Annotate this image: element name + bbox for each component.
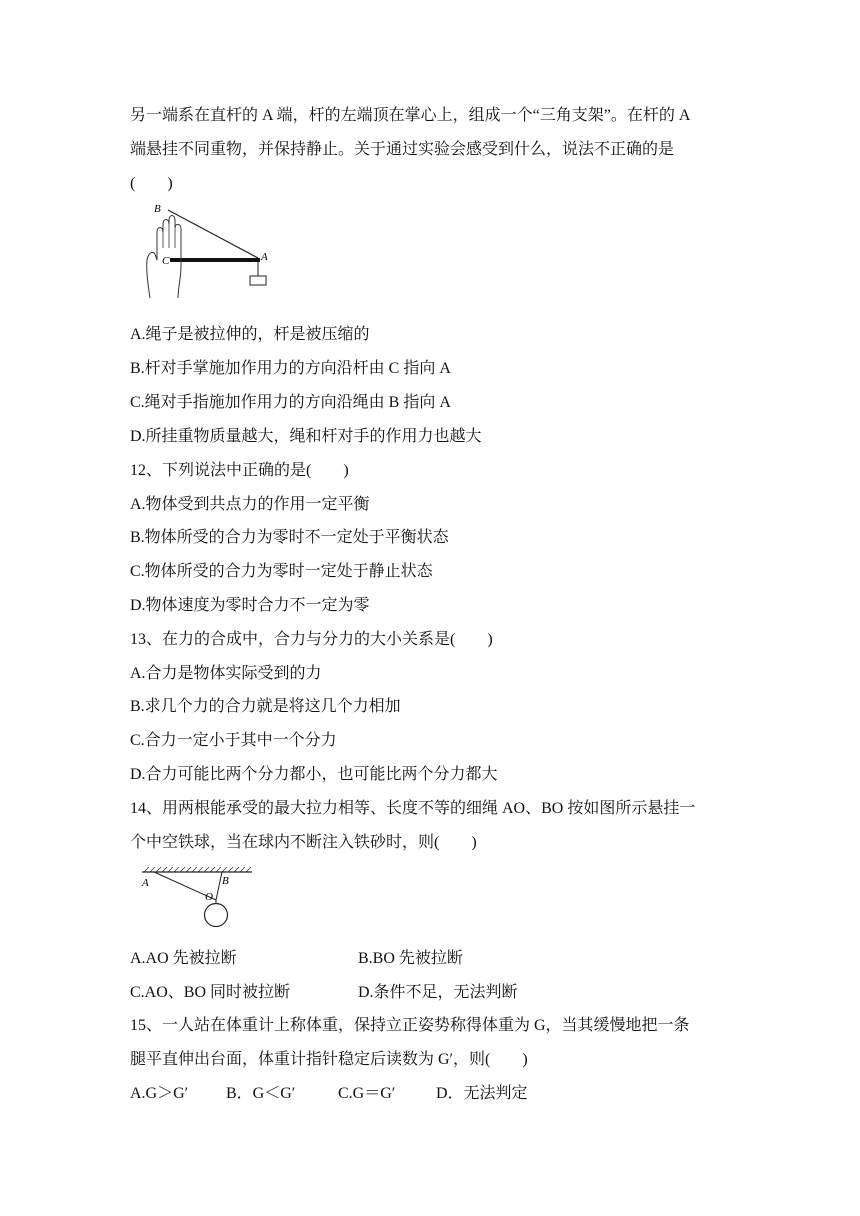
- q13-stem: 13、在力的合成中，合力与分力的大小关系是( ): [130, 631, 493, 648]
- q14-option-c: C.AO、BO 同时被拉断: [130, 984, 291, 1001]
- q15-option-c: C.G＝G′: [338, 1085, 396, 1102]
- q11-stem-line-2: 端悬挂不同重物，并保持静止。关于通过实验会感受到什么，说法不正确的是: [130, 141, 675, 158]
- label-o: O: [205, 891, 213, 903]
- q15-stem-line-1: 15、一人站在体重计上称体重，保持立正姿势称得体重为 G，当其缓慢地把一条: [130, 1017, 690, 1034]
- q12-option-c: C.物体所受的合力为零时一定处于静止状态: [130, 563, 433, 580]
- q13-option-c: C.合力一定小于其中一个分力: [130, 732, 337, 749]
- finger-lines: [163, 224, 175, 248]
- q14-figure-hanging-ball: [136, 862, 260, 934]
- q11-figure-triangle-bracket: [140, 198, 280, 302]
- q11-option-b: B.杆对手掌施加作用力的方向沿杆由 C 指向 A: [130, 360, 451, 377]
- label-c: C: [162, 255, 170, 267]
- label-a: A: [142, 877, 149, 889]
- q14-stem-line-2: 个中空铁球，当在球内不断注入铁砂时，则( ): [130, 834, 477, 851]
- q14-option-b: B.BO 先被拉断: [358, 950, 463, 967]
- q11-option-d: D.所挂重物质量越大，绳和杆对手的作用力也越大: [130, 428, 482, 445]
- label-b: B: [222, 875, 229, 887]
- q13-option-a: A.合力是物体实际受到的力: [130, 665, 322, 682]
- q11-option-a: A.绳子是被拉伸的，杆是被压缩的: [130, 326, 370, 343]
- q11-option-c: C.绳对手指施加作用力的方向沿绳由 B 指向 A: [130, 394, 451, 411]
- q12-stem: 12、下列说法中正确的是( ): [130, 462, 349, 479]
- q12-option-a: A.物体受到共点力的作用一定平衡: [130, 496, 370, 513]
- q15-option-d: D．无法判定: [436, 1085, 528, 1102]
- q14-option-a: A.AO 先被拉断: [130, 950, 237, 967]
- ceiling-hatch: [144, 867, 251, 872]
- label-a: A: [261, 251, 268, 263]
- q13-option-d: D.合力可能比两个分力都小，也可能比两个分力都大: [130, 766, 498, 783]
- q12-option-b: B.物体所受的合力为零时不一定处于平衡状态: [130, 529, 449, 546]
- q12-option-d: D.物体速度为零时合力不一定为零: [130, 597, 370, 614]
- q13-option-b: B.求几个力的合力就是将这几个力相加: [130, 698, 401, 715]
- q15-option-a: A.G＞G′: [130, 1085, 189, 1102]
- weight-box: [250, 276, 266, 285]
- q15-option-b: B．G＜G′: [226, 1085, 296, 1102]
- iron-ball: [205, 904, 228, 927]
- q11-stem-line-1: 另一端系在直杆的 A 端，杆的左端顶在掌心上，组成一个“三角支架”。在杆的 A: [130, 107, 691, 124]
- q14-option-d: D.条件不足，无法判断: [358, 984, 518, 1001]
- q15-stem-line-2: 腿平直伸出台面，体重计指针稳定后读数为 G′，则( ): [130, 1051, 528, 1068]
- label-b: B: [154, 203, 161, 215]
- q14-stem-line-1: 14、用两根能承受的最大拉力相等、长度不等的细绳 AO、BO 按如图所示悬挂一: [130, 800, 696, 817]
- q11-stem-line-3: ( ): [130, 175, 173, 192]
